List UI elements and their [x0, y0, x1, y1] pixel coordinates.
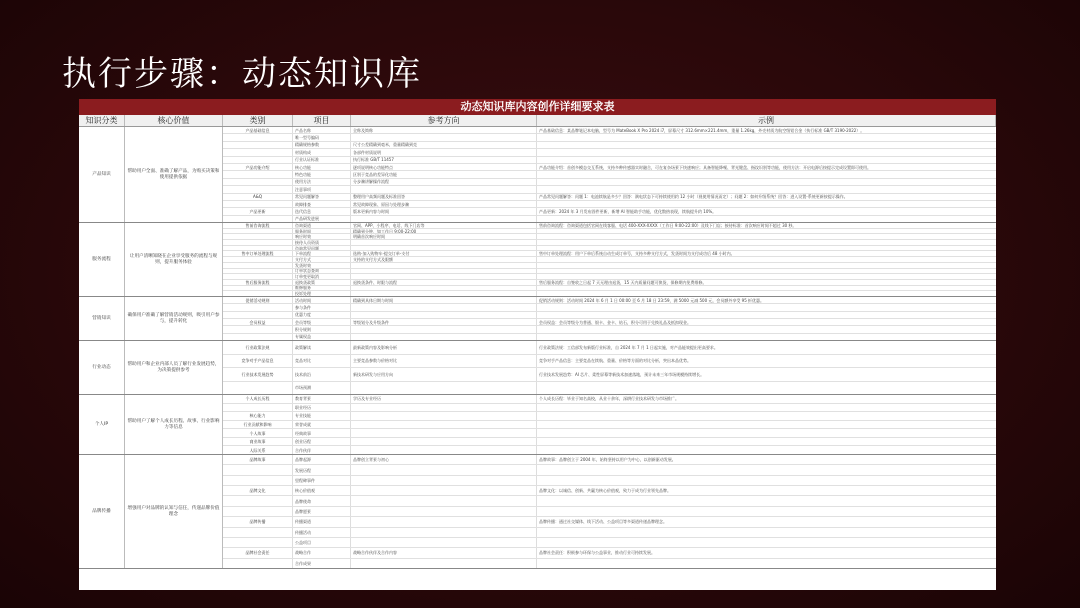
row-reference [351, 404, 537, 412]
table-row [223, 149, 996, 156]
row-type [223, 171, 293, 177]
table-title: 动态知识库内容创作详细要求表 [79, 99, 996, 115]
row-type [223, 404, 293, 412]
category-block [79, 455, 996, 569]
row-type [223, 291, 293, 296]
row-reference: 执行标准 GB/T 11457 [351, 157, 537, 163]
row-item: 退换货政策 [293, 280, 351, 285]
table-row [223, 194, 996, 201]
table-row [223, 404, 996, 413]
table-row [223, 538, 996, 548]
row-type: 售后服务流程 [223, 280, 293, 285]
row-type: 产品基础信息 [223, 127, 293, 133]
row-example: 品牌文化：以诚信、创新、共赢为核心价值观，致力于成为行业领先品牌。 [539, 488, 671, 494]
table-row [223, 127, 996, 134]
category-name: 营销知识 [79, 297, 125, 340]
row-example [537, 507, 996, 516]
row-type: 售前咨询流程 [223, 223, 293, 228]
table-row [223, 559, 996, 568]
table-row [223, 171, 996, 178]
table-row [223, 507, 996, 517]
row-type: 行业技术发展趋势 [223, 368, 293, 381]
row-type: 商业故事 [223, 438, 293, 446]
row-type [223, 476, 293, 485]
row-type [223, 134, 293, 140]
row-reference [351, 429, 537, 437]
row-example [537, 528, 996, 537]
row-item: 优惠力度 [293, 312, 351, 318]
row-reference: 精确到具体日期与时间 [351, 297, 537, 303]
row-reference: 战略合作伙伴及合作内容 [351, 548, 537, 557]
slide-title: 执行步骤：动态知识库 [62, 54, 422, 94]
row-item: 特色功能 [293, 171, 351, 177]
row-example [537, 171, 996, 177]
row-example: 促销活动规则：活动时间 2024 年 6 月 1 日 00:00 至 6 月 18 日 23:59，满 5000 元减 500 元，会员额外享受 95 折优惠。 [539, 297, 765, 303]
row-type [223, 240, 293, 245]
row-item: 创业历程 [293, 438, 351, 446]
row-example [537, 438, 996, 446]
row-type [223, 142, 293, 148]
row-example [537, 496, 996, 505]
row-type: 品牌故事 [223, 455, 293, 464]
row-item: 咨询常见问题 [293, 246, 351, 251]
row-item: 产品名称 [293, 127, 351, 133]
row-type [223, 382, 293, 395]
row-type [223, 246, 293, 251]
header-item: 项目 [293, 115, 351, 126]
row-type [223, 465, 293, 474]
row-item: 使用方法 [293, 179, 351, 185]
row-item: 服务时间 [293, 229, 351, 234]
row-example [537, 421, 996, 429]
row-type [223, 538, 293, 547]
row-reference: 明确首次响应时间 [351, 234, 537, 239]
table-row [223, 201, 996, 208]
table-row [223, 164, 996, 171]
table-row [223, 341, 996, 355]
table-row [223, 142, 996, 149]
table-row [223, 216, 996, 222]
table-row [223, 355, 996, 369]
row-reference [351, 517, 537, 526]
table-row [223, 319, 996, 326]
row-example: 行业政策法规：工信部发布新版行业标准，自 2024 年 7 月 1 日起实施，对产品能效提出更高要求。 [539, 344, 718, 350]
row-type: 产品功能介绍 [223, 164, 293, 170]
row-type: 人际关系 [223, 446, 293, 454]
row-item: 发货时效 [293, 263, 351, 268]
row-reference: 全称及简称 [351, 127, 537, 133]
row-type [223, 496, 293, 505]
table-row [223, 179, 996, 186]
row-type: 售中订单处理流程 [223, 251, 293, 256]
table-row [223, 334, 996, 340]
row-type: 竞争对手产品信息 [223, 355, 293, 368]
category-value: 帮助用户和企业内部人员了解行业发展趋势，为决策提供参考 [125, 341, 223, 394]
row-reference [351, 186, 537, 192]
row-example: 售前咨询流程：咨询渠道包括官网在线客服、电话 400-XXX-XXXX（工作日 9:00-22:00）及线下门店；接待标准：首次响应时间不超过 30 秒。 [539, 223, 797, 228]
row-reference: 最新政策内容及影响分析 [351, 341, 537, 354]
category-name: 服务流程 [79, 223, 125, 296]
row-example: 产品基础信息：某品牌笔记本电脑，型号为 MateBook X Pro 2024 i7，屏幕尺寸 312.6mm×221.4mm，重量 1.26kg，外壳材质为航空级铝合金（执行标准 GB/T 3190-2022）。 [539, 127, 865, 133]
row-item: 品牌起源 [293, 455, 351, 464]
header-type: 类别 [223, 115, 293, 126]
row-example [537, 246, 996, 251]
table-row [223, 548, 996, 558]
table-row [223, 429, 996, 438]
row-type [223, 559, 293, 568]
row-reference [351, 438, 537, 446]
row-example: 产品常见问题解答：问题 1：电池续航是多少？回答：满电状态下可持续使用约 12 小时（视使用情况而定）；问题 2：如何升级系统？回答：进入设置-系统更新按提示操作。 [539, 194, 848, 200]
row-item: 传播活动 [293, 528, 351, 537]
table-row [223, 412, 996, 421]
table-row [223, 486, 996, 496]
row-reference [351, 312, 537, 318]
row-type [223, 201, 293, 207]
table-row [223, 157, 996, 164]
row-reference [351, 134, 537, 140]
row-item: 支付方式 [293, 257, 351, 262]
row-example: 品牌社会责任：积极参与环保与公益事业，推动行业可持续发展。 [539, 550, 655, 556]
row-example [537, 326, 996, 332]
row-item: 订单状态查询 [293, 269, 351, 274]
row-type: 核心能力 [223, 412, 293, 420]
category-value: 增强用户对品牌的认知与信任，传递品牌价值理念 [125, 455, 223, 568]
row-reference [351, 486, 537, 495]
row-reference: 版本更新内容与时间 [351, 208, 537, 214]
row-example [537, 446, 996, 454]
category-value: 让用户清晰知晓在企业享受服务的流程与规则，提升服务体验 [125, 223, 223, 296]
row-item: 合作伙伴 [293, 446, 351, 454]
row-reference [351, 240, 537, 245]
row-reference: 主要竞品参数与价格对比 [351, 355, 537, 368]
table-row [223, 421, 996, 430]
row-type [223, 286, 293, 291]
row-reference [351, 559, 537, 568]
row-reference [351, 246, 537, 251]
table-row [223, 326, 996, 333]
row-item: 公益项目 [293, 538, 351, 547]
row-reference [351, 528, 537, 537]
row-example: 品牌故事：品牌创立于 2004 年，始终坚持以用户为中心，以创新驱动发展。 [539, 457, 676, 463]
row-item: 荣誉成就 [293, 421, 351, 429]
row-reference: 退换货条件、时限与流程 [351, 280, 537, 285]
row-example [537, 465, 996, 474]
row-example: 行业技术发展趋势：AI 芯片、柔性屏幕等新技术加速落地，预计未来三年市场规模持续增长。 [539, 371, 705, 377]
table-row [223, 312, 996, 319]
requirements-table [79, 99, 996, 590]
category-value: 确保用户准确了解营销活动规则，吸引用户参与，提升转化 [125, 297, 223, 340]
row-example: 售中订单处理流程：用户下单后系统自动生成订单号，支持多种支付方式，发货时间为支付成功后 48 小时内。 [539, 251, 735, 257]
row-reference: 整理用户高频问题及标准回答 [351, 194, 537, 200]
table-row [223, 395, 996, 404]
row-example [537, 134, 996, 140]
row-item: 市场预测 [293, 382, 351, 395]
row-type [223, 149, 293, 155]
row-example [537, 269, 996, 274]
row-item: 产品研发进展 [293, 216, 351, 222]
category-block [79, 341, 996, 395]
table-row [223, 382, 996, 395]
category-value: 帮助用户了解个人成长历程、故事、行业影响力等信息 [125, 395, 223, 454]
row-type [223, 304, 293, 310]
row-reference [351, 496, 537, 505]
row-item: 常见问题解答 [293, 194, 351, 200]
row-type [223, 507, 293, 516]
row-type: 个人故事 [223, 429, 293, 437]
row-item: 技术前沿 [293, 368, 351, 381]
row-item: 经典故事 [293, 429, 351, 437]
row-reference: 选购-加入购物车-提交订单-支付 [351, 251, 537, 256]
row-item: 合作成果 [293, 559, 351, 568]
row-type [223, 257, 293, 262]
row-example [537, 240, 996, 245]
row-example: 个人成长历程：毕业于知名高校，从业十余年，深耕行业技术研发与市场推广。 [539, 396, 679, 402]
row-reference: 分步骤讲解操作流程 [351, 179, 537, 185]
header-category: 知识分类 [79, 115, 125, 126]
row-item: 维修服务 [293, 286, 351, 291]
row-example [537, 538, 996, 547]
row-reference [351, 538, 537, 547]
row-reference [351, 507, 537, 516]
table-row [223, 528, 996, 538]
row-example [537, 229, 996, 234]
row-item: 教育背景 [293, 395, 351, 403]
row-item: 专属权益 [293, 334, 351, 340]
category-block [79, 223, 996, 297]
table-row [223, 368, 996, 382]
row-item: 订单变更取消 [293, 274, 351, 279]
row-example [537, 201, 996, 207]
row-example [537, 382, 996, 395]
category-value: 帮助用户全面、准确了解产品，为购买决策和使用提供依据 [125, 127, 223, 222]
row-type: 品牌传播 [223, 517, 293, 526]
row-item: 核心价值观 [293, 486, 351, 495]
row-item: 注意事项 [293, 186, 351, 192]
row-type: 产品更新 [223, 208, 293, 214]
row-type: 个人成长历程 [223, 395, 293, 403]
row-item: 职业经历 [293, 404, 351, 412]
table-row [223, 304, 996, 311]
table-body [79, 127, 996, 569]
row-item: 战略合作 [293, 548, 351, 557]
table-row [223, 134, 996, 141]
table-row [223, 291, 996, 296]
row-example [537, 334, 996, 340]
row-reference: 区别于竞品的差异化功能 [351, 171, 537, 177]
row-type [223, 312, 293, 318]
row-example: 会员权益：会员等级分为普通、银卡、金卡、钻石，积分可用于兑换礼品及抵扣现金。 [539, 319, 691, 325]
row-item: 专业技能 [293, 412, 351, 420]
row-example: 竞争对手产品信息：主要竞品在续航、重量、价格等方面的对比分析，突出本品优势。 [539, 358, 691, 364]
category-block [79, 297, 996, 341]
table-row [223, 438, 996, 447]
row-item: 竞品对比 [293, 355, 351, 368]
row-type [223, 528, 293, 537]
category-block [79, 395, 996, 455]
category-name: 个人IP [79, 395, 125, 454]
row-reference: 品牌创立背景与初心 [351, 455, 537, 464]
row-example [537, 404, 996, 412]
row-example [537, 312, 996, 318]
table-row [223, 496, 996, 506]
row-example: 产品功能介绍：首创多模态交互系统，支持多种传感器实时融合，可在复杂场景下快速响应；具备智能降噪、背光键盘、指纹识别等功能，使用方法：开启电源后按提示完成设置即可使用。 [539, 164, 871, 170]
row-type: 行业政策法规 [223, 341, 293, 354]
row-type [223, 234, 293, 239]
row-reference: 支持的支付方式及限额 [351, 257, 537, 262]
table-row [223, 476, 996, 486]
row-example: 品牌传播：通过社交媒体、线下活动、公益项目等多渠道传递品牌理念。 [539, 519, 667, 525]
category-name: 行业动态 [79, 341, 125, 394]
row-reference [351, 476, 537, 485]
row-type [223, 274, 293, 279]
row-example [537, 274, 996, 279]
row-type: 行业贡献和影响 [223, 421, 293, 429]
row-type [223, 186, 293, 192]
row-reference [351, 216, 537, 222]
row-example [537, 186, 996, 192]
table-row [223, 517, 996, 527]
row-reference [351, 334, 537, 340]
row-reference: 逐项说明核心功能特点 [351, 164, 537, 170]
row-example: 售后服务流程：自签收之日起 7 天无理由退货，15 天内质量问题可换货，保修期内免费维修。 [539, 279, 707, 285]
row-reference: 学历及专业经历 [351, 395, 537, 403]
category-name: 品牌传播 [79, 455, 125, 568]
row-example [537, 476, 996, 485]
row-example [537, 559, 996, 568]
row-reference: 精确到分钟，如工作日 9:00-22:00 [351, 229, 537, 234]
row-item: 品牌愿景 [293, 507, 351, 516]
row-item: 里程碑事件 [293, 476, 351, 485]
row-type: 促销活动规则 [223, 297, 293, 303]
row-reference [351, 274, 537, 279]
row-item: 核心功能 [293, 164, 351, 170]
row-example [537, 412, 996, 420]
row-example [537, 286, 996, 291]
category-block [79, 127, 996, 223]
row-item: 下单流程 [293, 251, 351, 256]
row-example [537, 234, 996, 239]
table-row [223, 297, 996, 304]
row-item: 咨询渠道 [293, 223, 351, 228]
row-item: 故障排查 [293, 201, 351, 207]
row-reference [351, 291, 537, 296]
row-example [537, 291, 996, 296]
row-type [223, 326, 293, 332]
row-item: 响应时效 [293, 234, 351, 239]
row-item: 会员等级 [293, 319, 351, 325]
table-row [223, 186, 996, 193]
row-type: 品牌社会责任 [223, 548, 293, 557]
table-row [223, 465, 996, 475]
row-reference [351, 421, 537, 429]
row-reference: 新技术研发与应用方向 [351, 368, 537, 381]
row-type [223, 269, 293, 274]
row-item: 行业认证标准 [293, 157, 351, 163]
table-row [223, 455, 996, 465]
row-reference [351, 263, 537, 268]
row-item: 参与条件 [293, 304, 351, 310]
row-type: 会员权益 [223, 319, 293, 325]
row-example: 产品更新：2024 年 3 月发布固件更新，新增 AI 智能助手功能，优化散热表现，续航提升约 10%。 [539, 208, 717, 214]
row-example [537, 142, 996, 148]
row-type [223, 334, 293, 340]
category-name: 产品知识 [79, 127, 125, 222]
row-item: 精确规格参数 [293, 142, 351, 148]
row-reference [351, 326, 537, 332]
row-reference: 常见故障现象、原因与处理步骤 [351, 201, 537, 207]
header-reference: 参考方向 [351, 115, 537, 126]
row-reference: 等级划分及升级条件 [351, 319, 537, 325]
row-type: A&Q [223, 194, 293, 200]
row-item: 政策解读 [293, 341, 351, 354]
row-item: 品牌使命 [293, 496, 351, 505]
row-example [537, 257, 996, 262]
row-example [537, 304, 996, 310]
row-reference [351, 446, 537, 454]
row-type [223, 229, 293, 234]
row-reference [351, 304, 537, 310]
row-type: 品牌文化 [223, 486, 293, 495]
row-example [537, 157, 996, 163]
header-value: 核心价值 [125, 115, 223, 126]
row-reference: 各部件材质说明 [351, 149, 537, 155]
row-item: 投诉处理 [293, 291, 351, 296]
row-item: 发展历程 [293, 465, 351, 474]
row-example [537, 429, 996, 437]
row-item: 材质构成 [293, 149, 351, 155]
row-example [537, 179, 996, 185]
table-header-row [79, 115, 996, 127]
row-reference [351, 286, 537, 291]
row-type [223, 216, 293, 222]
row-reference [351, 382, 537, 395]
row-reference [351, 269, 537, 274]
header-example: 示例 [537, 115, 996, 126]
row-reference: 官网、APP、小程序、电话、线下门店等 [351, 223, 537, 228]
row-item: 传播渠道 [293, 517, 351, 526]
row-reference [351, 465, 537, 474]
table-row [223, 446, 996, 454]
row-example [537, 149, 996, 155]
table-row [223, 208, 996, 215]
row-item: 积分规则 [293, 326, 351, 332]
row-type [223, 263, 293, 268]
row-reference: 尺寸公差精确到毫米，重量精确到克 [351, 142, 537, 148]
row-item: 接待人员资质 [293, 240, 351, 245]
row-example [537, 216, 996, 222]
row-item: 唯一型号编码 [293, 134, 351, 140]
row-reference [351, 412, 537, 420]
row-item: 活动时间 [293, 297, 351, 303]
row-type [223, 157, 293, 163]
row-type [223, 179, 293, 185]
row-example [537, 263, 996, 268]
row-item: 迭代信息 [293, 208, 351, 214]
